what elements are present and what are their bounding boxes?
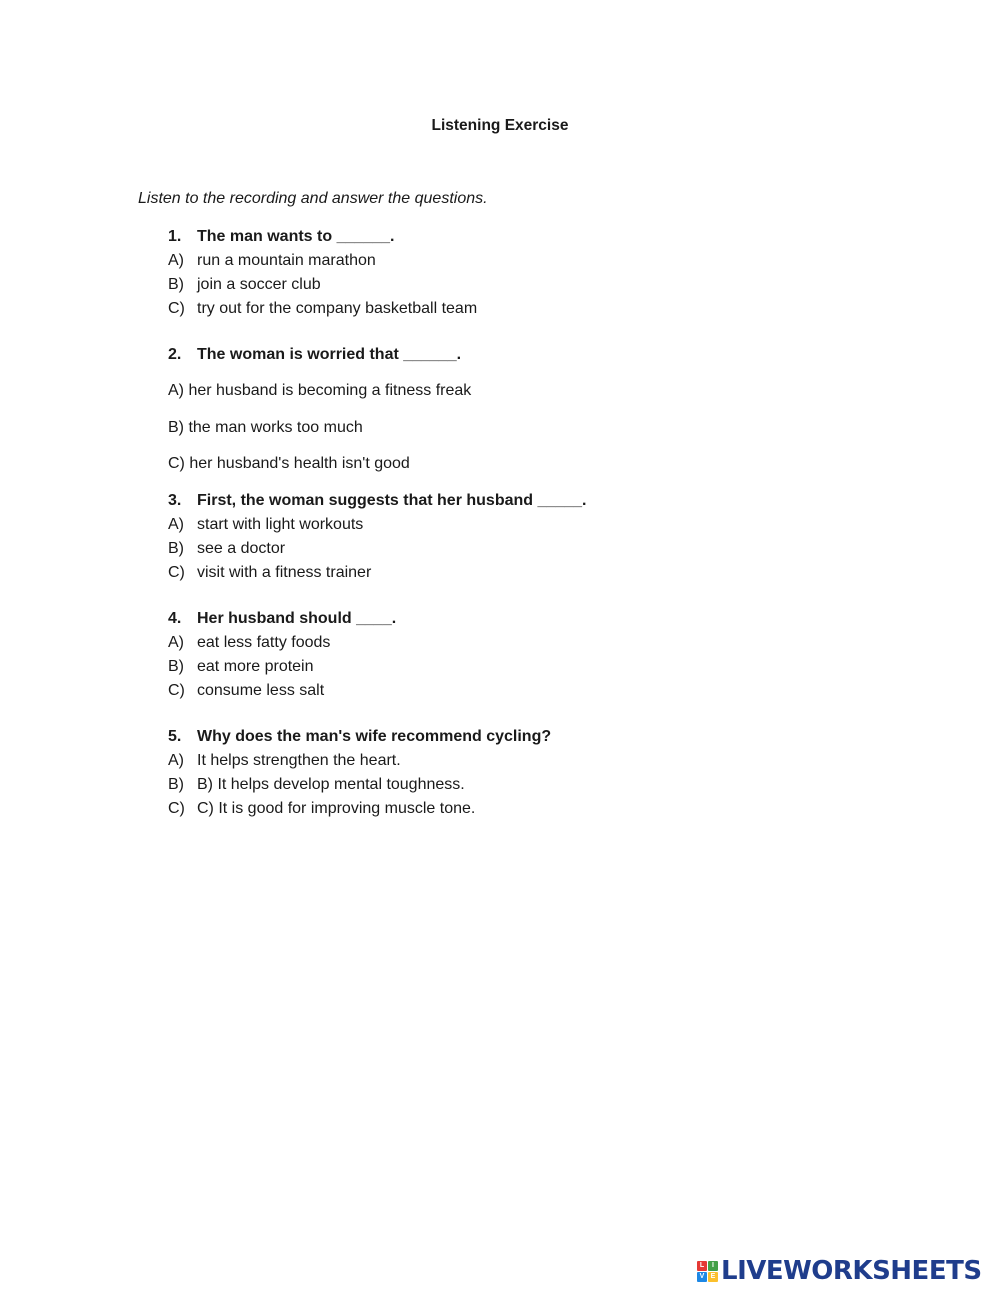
option-text: try out for the company basketball team — [197, 300, 478, 317]
question-prompt — [168, 725, 551, 749]
logo-letter: V — [697, 1272, 707, 1282]
option-letter: A) — [168, 252, 184, 269]
liveworksheets-logo — [697, 1255, 982, 1287]
option-text: join a soccer club — [197, 276, 321, 293]
question-text: First, the woman suggests that her husband _____. — [197, 492, 587, 509]
option-letter: A) — [168, 634, 184, 651]
answer-option-b[interactable] — [168, 537, 586, 561]
answer-option-c[interactable] — [168, 297, 477, 321]
option-letter: B) — [168, 658, 184, 675]
option-letter: B) — [168, 540, 184, 557]
option-letter: C) — [168, 300, 185, 317]
question-number: 2. — [168, 346, 182, 363]
option-text: start with light workouts — [197, 516, 364, 533]
option-text: eat less fatty foods — [197, 634, 331, 651]
answer-option-a[interactable]: A) her husband is becoming a fitness freak — [168, 382, 472, 399]
option-letter: A) — [168, 752, 184, 769]
question-prompt — [168, 489, 586, 513]
question-number: 5. — [168, 728, 182, 745]
answer-option-c[interactable] — [168, 679, 396, 703]
question-4 — [168, 607, 396, 703]
answer-option-c[interactable] — [168, 561, 586, 585]
question-text: Her husband should ____. — [197, 610, 397, 627]
question-prompt — [168, 607, 396, 631]
logo-letter: I — [708, 1261, 718, 1271]
answer-option-b[interactable] — [168, 773, 551, 797]
answer-option-b[interactable] — [168, 273, 477, 297]
option-letter: A) — [168, 516, 184, 533]
answer-option-a[interactable] — [168, 749, 551, 773]
question-3 — [168, 489, 586, 585]
answer-option-c[interactable]: C) her husband's health isn't good — [168, 455, 410, 472]
logo-letter: E — [708, 1272, 718, 1282]
option-text: consume less salt — [197, 682, 325, 699]
question-prompt — [168, 225, 477, 249]
option-text: see a doctor — [197, 540, 286, 557]
question-number: 4. — [168, 610, 182, 627]
question-number: 1. — [168, 228, 182, 245]
question-text: Why does the man's wife recommend cycling? — [197, 728, 552, 745]
option-text: C) It is good for improving muscle tone. — [197, 800, 476, 817]
page-title: Listening Exercise — [431, 117, 569, 134]
logo-text: LIVEWORKSHEETS — [721, 1256, 982, 1286]
question-2 — [168, 343, 471, 489]
option-text: eat more protein — [197, 658, 314, 675]
option-letter: C) — [168, 800, 185, 817]
instructions-text: Listen to the recording and answer the questions. — [138, 190, 488, 207]
answer-option-a[interactable] — [168, 631, 396, 655]
option-text: It helps strengthen the heart. — [197, 752, 401, 769]
question-5 — [168, 725, 551, 821]
answer-option-a[interactable] — [168, 513, 586, 537]
question-prompt — [168, 343, 471, 379]
answer-option-a[interactable] — [168, 249, 477, 273]
logo-letter: L — [697, 1261, 707, 1271]
question-text: The woman is worried that ______. — [197, 346, 462, 363]
question-1 — [168, 225, 477, 321]
question-number: 3. — [168, 492, 182, 509]
option-letter: B) — [168, 276, 184, 293]
logo-mark-icon — [697, 1261, 718, 1282]
option-text: B) It helps develop mental toughness. — [197, 776, 465, 793]
option-text: run a mountain marathon — [197, 252, 376, 269]
answer-option-c[interactable] — [168, 797, 551, 821]
option-letter: C) — [168, 682, 185, 699]
question-text: The man wants to ______. — [197, 228, 395, 245]
option-letter: C) — [168, 564, 185, 581]
option-letter: B) — [168, 776, 184, 793]
answer-option-b[interactable] — [168, 655, 396, 679]
option-text: visit with a fitness trainer — [197, 564, 372, 581]
answer-option-b[interactable]: B) the man works too much — [168, 418, 363, 436]
